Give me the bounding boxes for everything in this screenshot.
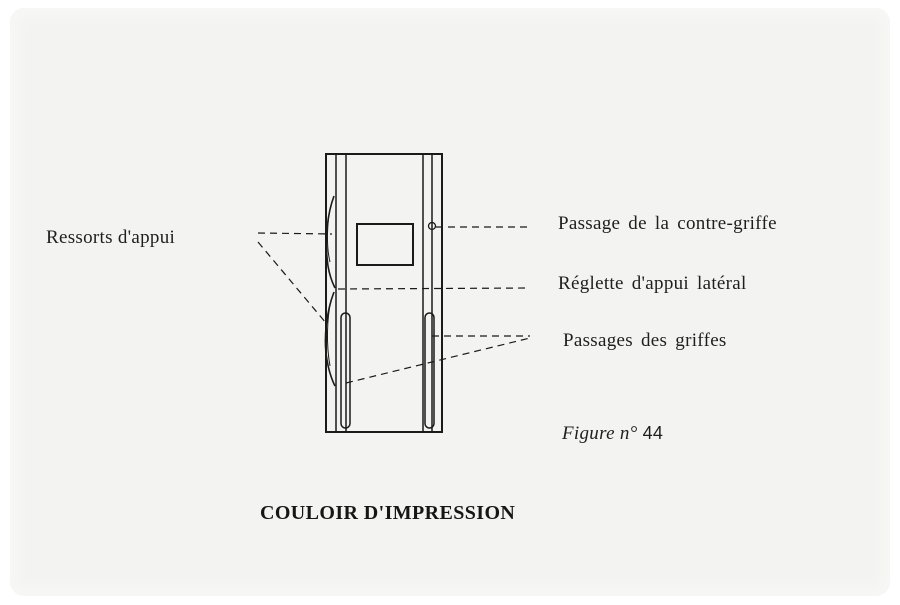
- leader-ressorts-upper: [258, 233, 332, 234]
- label-contre-griffe: Passage de la contre-griffe: [558, 213, 777, 234]
- figure-caption: COULOIR D'IMPRESSION: [260, 502, 516, 524]
- figure-number: [562, 423, 663, 445]
- leader-ressorts-lower: [258, 242, 326, 323]
- film-window: [357, 224, 413, 265]
- figure-prefix: Figure n°: [562, 423, 638, 444]
- label-ressorts: Ressorts d'appui: [46, 227, 176, 248]
- label-reglette: Réglette d'appui latéral: [558, 273, 747, 294]
- label-griffes: Passages des griffes: [563, 330, 727, 351]
- leader-reglette: [338, 288, 530, 289]
- leader-griffes-left: [346, 338, 530, 383]
- figure-num: 44: [642, 423, 664, 443]
